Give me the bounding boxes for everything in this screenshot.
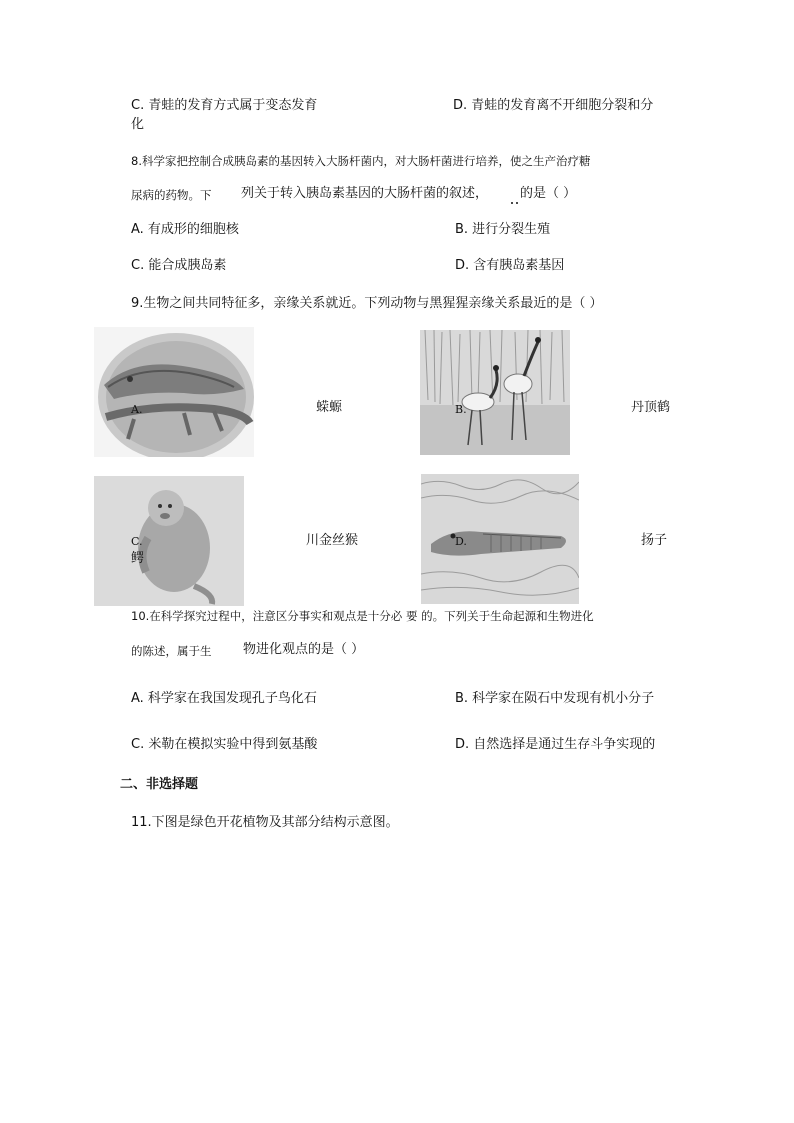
q8-stem-line2b: 列关于转入胰岛素基因的大肠杆菌的叙述，	[241, 186, 489, 201]
q7-option-c: C. 青蛙的发育方式属于变态发育	[131, 98, 318, 113]
q9-option-b-letter: B.	[455, 403, 467, 416]
q10-option-a: A. 科学家在我国发现孔子鸟化石	[131, 691, 317, 706]
section-title: 二、非选择题	[120, 777, 199, 792]
q11-stem: 11.下图是绿色开花植物及其部分结构示意图。	[131, 815, 399, 830]
q9-stem: 9.生物之间共同特征多，亲缘关系就近。下列动物与黑猩猩亲缘关系最近的是（ ）	[131, 296, 603, 311]
q9-option-a-letter: A.	[131, 403, 143, 416]
q10-stem-line1: 10.在科学探究过程中，注意区分事实和观点是十分必 要 的。下列关于生命起源和生物进化	[131, 609, 594, 623]
salamander-photo	[94, 327, 254, 457]
q8-stem-line2a: 尿病的药物。下	[131, 188, 212, 202]
q7-option-d: D. 青蛙的发育离不开细胞分裂和分	[453, 98, 654, 113]
crane-photo	[420, 330, 570, 455]
q8-option-a: A. 有成形的细胞核	[131, 222, 239, 237]
q8-stem-line2c: 的是（ ）	[520, 186, 577, 201]
q9-option-a-name: 蝾螈	[316, 400, 343, 415]
q10-option-d: D. 自然选择是通过生存斗争实现的	[455, 737, 656, 752]
q10-option-c: C. 米勒在模拟实验中得到氨基酸	[131, 737, 318, 752]
q8-option-d: D. 含有胰岛素基因	[455, 258, 565, 273]
q9-option-d-name: 扬子	[641, 533, 668, 548]
emphasis-dot	[516, 202, 518, 204]
monkey-photo	[94, 476, 244, 606]
q10-stem-line2b: 物进化观点的是（ ）	[243, 642, 365, 657]
q8-option-c: C. 能合成胰岛素	[131, 258, 227, 273]
alligator-photo	[421, 474, 579, 604]
q9-option-d-letter: D.	[455, 535, 467, 548]
q10-option-b: B. 科学家在陨石中发现有机小分子	[455, 691, 655, 706]
q9-option-c-name: 川金丝猴	[306, 533, 359, 548]
q7-option-c-wrap: 化	[131, 117, 145, 132]
q9-option-c-letter: C.	[131, 535, 143, 548]
q10-stem-line2a: 的陈述，属于生	[131, 644, 212, 658]
q9-option-c-wrap: 鳄	[131, 551, 145, 566]
emphasis-dot	[511, 202, 513, 204]
q9-option-b-name: 丹顶鹤	[631, 400, 671, 415]
q8-stem-line1: 8.科学家把控制合成胰岛素的基因转入大肠杆菌内，对大肠杆菌进行培养，使之生产治疗糖	[131, 154, 591, 168]
q8-option-b: B. 进行分裂生殖	[455, 222, 551, 237]
